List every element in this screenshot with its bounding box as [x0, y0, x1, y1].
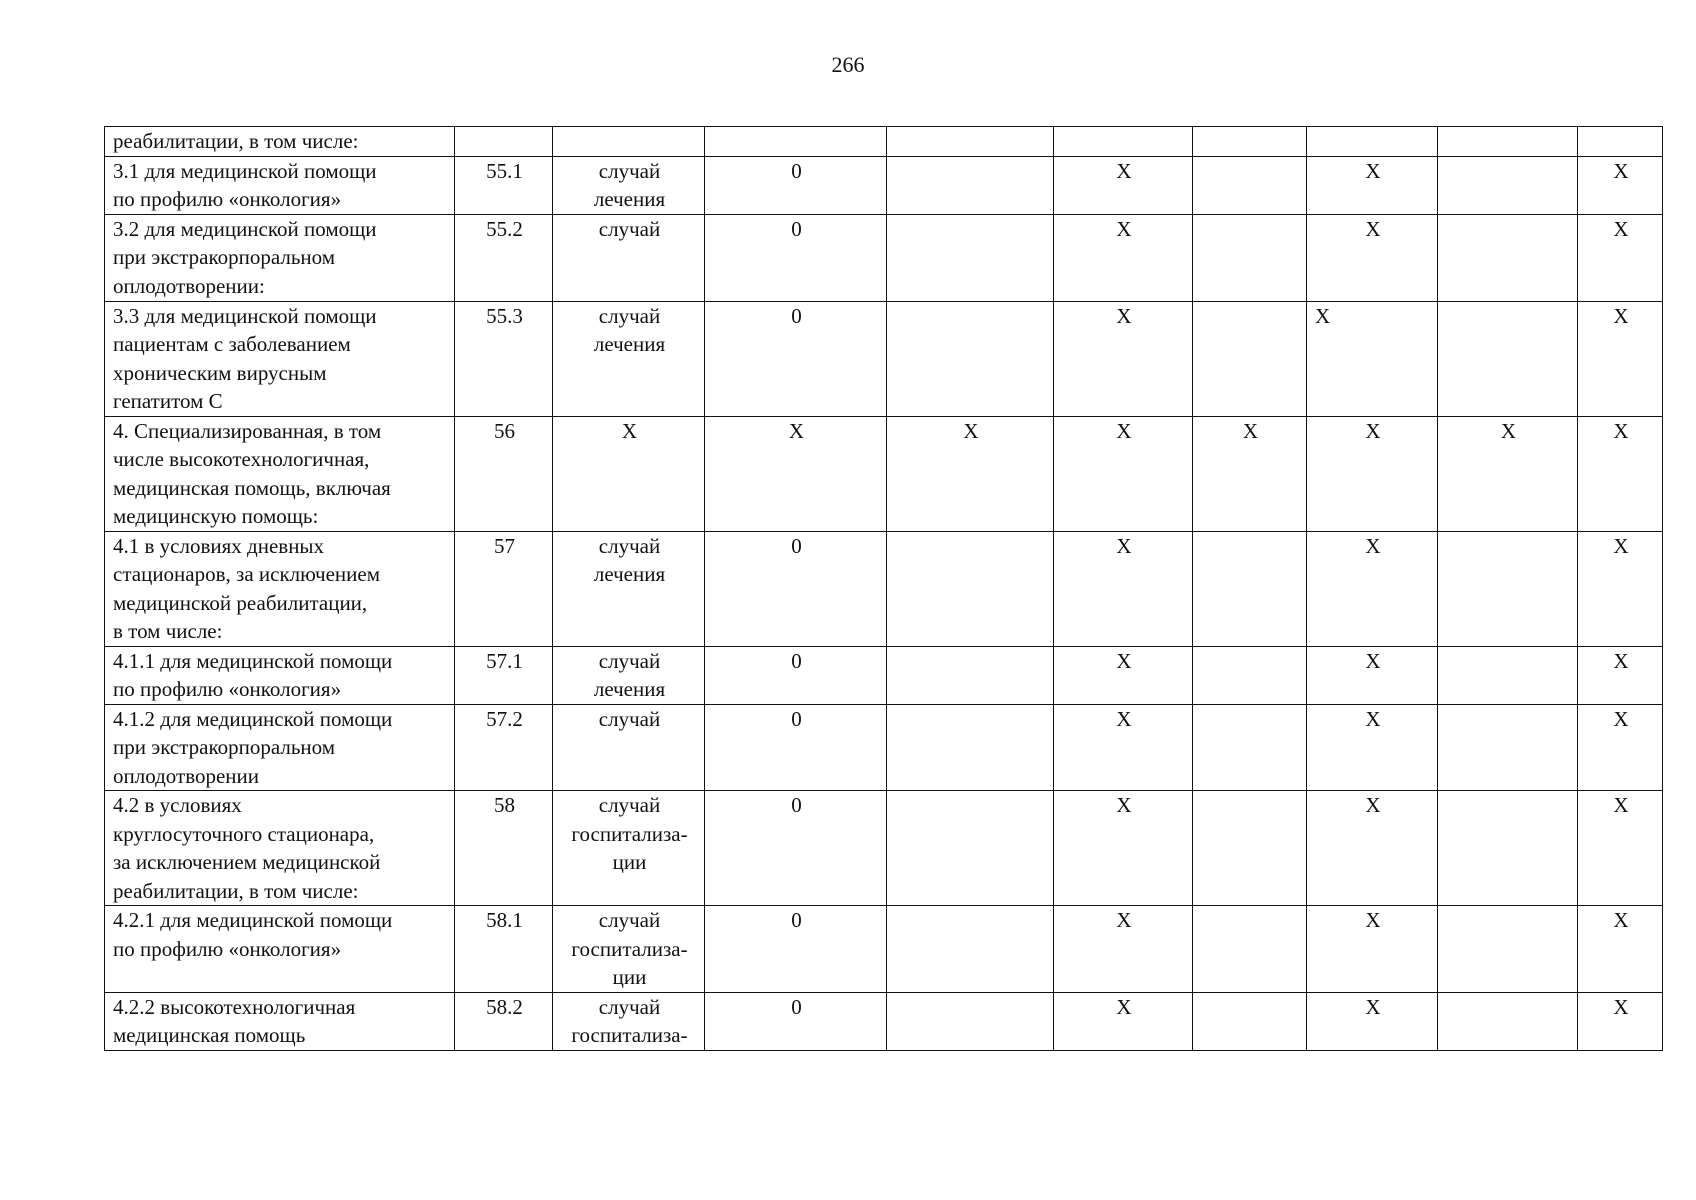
cell-col-6: [1054, 301, 1193, 416]
cell-text: 4.1 в условиях дневных стационаров, за исключением медицинской реабилитации, в том числе:: [113, 533, 380, 643]
cell-unit: [553, 156, 705, 214]
cell-text: 0: [791, 216, 802, 241]
cell-col-5: [887, 704, 1054, 791]
cell-col-10: [1578, 704, 1663, 791]
cell-text: случай госпитализа- ции: [571, 793, 688, 874]
cell-col-6: [1054, 416, 1193, 531]
cell-text: Х: [1365, 648, 1381, 673]
cell-text: случай лечения: [593, 533, 666, 586]
cell-text: 0: [791, 533, 802, 558]
cell-text: случай лечения: [593, 158, 666, 211]
cell-text: Х: [1116, 994, 1132, 1019]
cell-text: Х: [1365, 533, 1381, 558]
cell-code: [455, 301, 553, 416]
cell-text: 3.2 для медицинской помощи при экстракорпоральном оплодотворении:: [113, 216, 377, 298]
cell-text: 57.2: [486, 706, 523, 731]
cell-text: 0: [791, 158, 802, 183]
cell-unit: [553, 531, 705, 646]
cell-text: Х: [1315, 303, 1331, 328]
cell-text: Х: [963, 418, 979, 443]
cell-text: 57: [494, 533, 515, 558]
cell-col-8: [1307, 214, 1438, 301]
cell-text: Х: [1116, 533, 1132, 558]
cell-col-9: [1438, 704, 1578, 791]
cell-name: [105, 416, 455, 531]
cell-code: [455, 992, 553, 1050]
cell-col-6: [1054, 992, 1193, 1050]
cell-col-4: [705, 906, 887, 993]
cell-text: Х: [1116, 158, 1132, 183]
cell-unit: [553, 704, 705, 791]
cell-text: Х: [1365, 158, 1381, 183]
cell-text: 3.1 для медицинской помощи по профилю «онкология»: [113, 158, 377, 211]
cell-code: [455, 906, 553, 993]
cell-unit: [553, 791, 705, 906]
cell-col-9: [1438, 214, 1578, 301]
table-row: [105, 791, 1663, 906]
cell-col-10: [1578, 906, 1663, 993]
cell-text: случай: [598, 706, 661, 731]
cell-text: Х: [1365, 793, 1381, 817]
cell-text: 0: [791, 908, 802, 932]
cell-text: Х: [1613, 303, 1629, 328]
cell-col-7: [1193, 531, 1307, 646]
cell-text: 58.1: [486, 908, 523, 932]
cell-text: 4.2.2 высокотехнологичная медицинская помощь: [113, 994, 356, 1047]
cell-text: 0: [791, 303, 802, 328]
cell-col-5: [887, 156, 1054, 214]
cell-col-7: [1193, 416, 1307, 531]
cell-text: 0: [791, 994, 802, 1019]
cell-col-4: [705, 992, 887, 1050]
cell-text: 55.3: [486, 303, 523, 328]
cell-col-10: [1578, 416, 1663, 531]
cell-text: 55.2: [486, 216, 523, 241]
cell-col-9: [1438, 416, 1578, 531]
cell-col-5: [887, 791, 1054, 906]
cell-col-10: [1578, 214, 1663, 301]
cell-col-8: [1307, 531, 1438, 646]
cell-col-4: [705, 791, 887, 906]
cell-text: реабилитации, в том числе:: [113, 129, 359, 153]
cell-code: [455, 646, 553, 704]
cell-code: [455, 156, 553, 214]
cell-col-4: [705, 214, 887, 301]
cell-col-9: [1438, 301, 1578, 416]
cell-text: Х: [1365, 216, 1381, 241]
cell-col-9: [1438, 791, 1578, 906]
cell-unit: [553, 416, 705, 531]
cell-code: [455, 214, 553, 301]
cell-name: [105, 301, 455, 416]
cell-col-8: [1307, 301, 1438, 416]
cell-col-8: [1307, 791, 1438, 906]
cell-col-4: [705, 704, 887, 791]
cell-col-5: [887, 531, 1054, 646]
cell-text: Х: [1613, 908, 1629, 932]
cell-col-4: [705, 127, 887, 157]
cell-col-9: [1438, 906, 1578, 993]
cell-col-9: [1438, 127, 1578, 157]
cell-code: [455, 704, 553, 791]
cell-col-9: [1438, 992, 1578, 1050]
cell-col-10: [1578, 992, 1663, 1050]
cell-name: [105, 992, 455, 1050]
cell-unit: [553, 646, 705, 704]
cell-col-6: [1054, 704, 1193, 791]
cell-unit: [553, 127, 705, 157]
cell-text: Х: [1116, 303, 1132, 328]
cell-col-8: [1307, 416, 1438, 531]
cell-col-10: [1578, 646, 1663, 704]
cell-col-8: [1307, 127, 1438, 157]
cell-name: [105, 704, 455, 791]
cell-col-6: [1054, 791, 1193, 906]
cell-text: Х: [1242, 418, 1259, 443]
cell-col-4: [705, 646, 887, 704]
table-row: [105, 704, 1663, 791]
cell-text: 58: [494, 793, 515, 817]
cell-col-7: [1193, 301, 1307, 416]
cell-name: [105, 156, 455, 214]
cell-text: Х: [1613, 648, 1629, 673]
cell-col-4: [705, 156, 887, 214]
cell-col-10: [1578, 301, 1663, 416]
table-row: [105, 416, 1663, 531]
cell-text: 4.2 в условиях круглосуточного стационара, за исключением медицинской реабилитации, в том числе:: [113, 793, 381, 903]
cell-col-10: [1578, 127, 1663, 157]
cell-text: Х: [1613, 216, 1629, 241]
cell-col-5: [887, 416, 1054, 531]
cell-col-6: [1054, 646, 1193, 704]
cell-code: [455, 791, 553, 906]
cell-col-9: [1438, 646, 1578, 704]
cell-col-4: [705, 301, 887, 416]
cell-col-5: [887, 301, 1054, 416]
table-row: [105, 301, 1663, 416]
table-row: [105, 156, 1663, 214]
table-row: [105, 531, 1663, 646]
cell-col-5: [887, 646, 1054, 704]
cell-col-7: [1193, 127, 1307, 157]
cell-text: Х: [1365, 908, 1381, 932]
cell-text: Х: [1365, 994, 1381, 1019]
cell-text: Х: [1116, 706, 1132, 731]
cell-name: [105, 214, 455, 301]
cell-col-5: [887, 992, 1054, 1050]
cell-col-4: [705, 531, 887, 646]
cell-text: 0: [791, 706, 802, 731]
cell-col-6: [1054, 127, 1193, 157]
cell-text: Х: [1613, 994, 1629, 1019]
cell-col-8: [1307, 156, 1438, 214]
cell-col-7: [1193, 646, 1307, 704]
cell-col-6: [1054, 531, 1193, 646]
table-row: [105, 906, 1663, 993]
cell-col-5: [887, 127, 1054, 157]
table-row: [105, 992, 1663, 1050]
page-number: 266: [831, 52, 865, 77]
cell-col-5: [887, 906, 1054, 993]
cell-col-8: [1307, 704, 1438, 791]
cell-text: Х: [1500, 418, 1517, 443]
cell-name: [105, 531, 455, 646]
cell-text: 4.2.1 для медицинской помощи по профилю «онкология»: [113, 908, 393, 961]
cell-col-9: [1438, 156, 1578, 214]
cell-code: [455, 127, 553, 157]
cell-col-6: [1054, 906, 1193, 993]
cell-text: Х: [1116, 418, 1132, 443]
cell-text: Х: [1613, 533, 1629, 558]
cell-col-9: [1438, 531, 1578, 646]
cell-unit: [553, 214, 705, 301]
cell-col-8: [1307, 992, 1438, 1050]
cell-code: [455, 531, 553, 646]
cell-name: [105, 646, 455, 704]
cell-text: случай госпитализа- ции: [571, 908, 688, 989]
data-table: [104, 126, 1663, 1051]
cell-text: Х: [1365, 418, 1381, 443]
cell-unit: [553, 906, 705, 993]
cell-col-6: [1054, 156, 1193, 214]
cell-col-10: [1578, 791, 1663, 906]
cell-text: Х: [1613, 158, 1629, 183]
cell-code: [455, 416, 553, 531]
cell-text: 55.1: [486, 158, 523, 183]
cell-name: [105, 791, 455, 906]
cell-text: Х: [1613, 418, 1629, 443]
cell-text: Х: [1365, 706, 1381, 731]
cell-col-7: [1193, 992, 1307, 1050]
cell-name: [105, 127, 455, 157]
cell-unit: [553, 301, 705, 416]
cell-text: Х: [1116, 793, 1132, 817]
cell-text: Х: [1116, 648, 1132, 673]
cell-text: 4.1.1 для медицинской помощи по профилю «онкология»: [113, 648, 393, 701]
cell-col-7: [1193, 214, 1307, 301]
cell-col-6: [1054, 214, 1193, 301]
cell-col-8: [1307, 906, 1438, 993]
cell-col-5: [887, 214, 1054, 301]
cell-text: случай госпитализа-: [571, 994, 688, 1047]
cell-col-7: [1193, 156, 1307, 214]
cell-text: Х: [1613, 793, 1629, 817]
table-row: [105, 214, 1663, 301]
cell-text: 0: [791, 793, 802, 817]
cell-text: 58.2: [486, 994, 523, 1019]
cell-text: Х: [1116, 908, 1132, 932]
cell-text: случай лечения: [593, 303, 666, 356]
cell-col-7: [1193, 704, 1307, 791]
cell-text: 56: [494, 418, 515, 443]
table-body: [105, 127, 1663, 1051]
cell-text: случай лечения: [593, 648, 666, 701]
cell-text: 4.1.2 для медицинской помощи при экстракорпоральном оплодотворении: [113, 706, 393, 788]
cell-col-10: [1578, 156, 1663, 214]
cell-col-7: [1193, 791, 1307, 906]
cell-text: случай: [598, 216, 661, 241]
cell-text: Х: [1613, 706, 1629, 731]
cell-text: 3.3 для медицинской помощи пациентам с заболеванием хроническим вирусным гепатитом С: [113, 303, 377, 413]
cell-col-7: [1193, 906, 1307, 993]
table-row: [105, 646, 1663, 704]
cell-text: Х: [788, 418, 805, 443]
table-row: [105, 127, 1663, 157]
cell-col-10: [1578, 531, 1663, 646]
cell-text: Х: [1116, 216, 1132, 241]
cell-text: 4. Специализированная, в том числе высокотехнологичная, медицинская помощь, включая медицинскую помощь:: [113, 418, 391, 528]
cell-text: 0: [791, 648, 802, 673]
cell-unit: [553, 992, 705, 1050]
cell-text: 57.1: [486, 648, 523, 673]
cell-text: Х: [621, 418, 638, 443]
cell-name: [105, 906, 455, 993]
cell-col-8: [1307, 646, 1438, 704]
cell-col-4: [705, 416, 887, 531]
